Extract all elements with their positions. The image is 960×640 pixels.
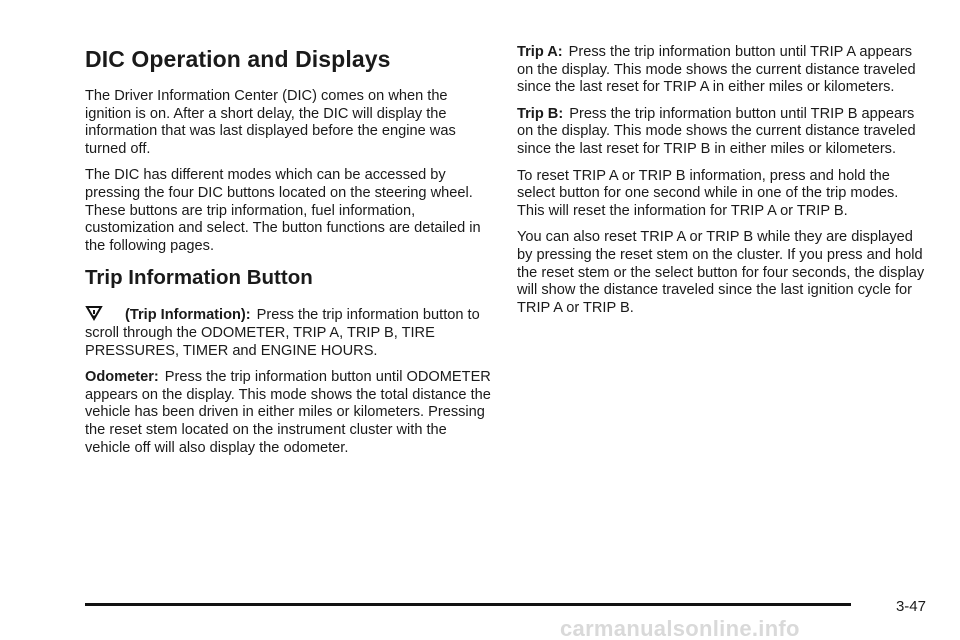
trip-info-paragraph — [85, 304, 495, 360]
trip-information-icon — [85, 304, 119, 321]
page-number: 3-47 — [895, 598, 926, 615]
watermark: carmanualsonline.info — [560, 618, 800, 640]
subsection-title: Trip Information Button — [85, 266, 313, 290]
trip-a-text: Press the trip information button until TRIP A appears on the display. This mode shows the current distance traveled since the last reset for TRIP A in either miles or kilometers. — [517, 44, 916, 96]
section-title: DIC Operation and Displays — [85, 46, 391, 72]
trip-info-text: Press the trip information button to scroll through the ODOMETER, TRIP A, TRIP B, TIRE PRESSURES, TIMER and ENGINE HOURS. — [85, 307, 480, 359]
reset-stem-paragraph: You can also reset TRIP A or TRIP B while they are displayed by pressing the reset stem on the cluster. If you press and hold the reset stem or the select button for four seconds, the display will show the distance traveled since the last ignition cycle for TRIP A or TRIP B. — [517, 229, 925, 316]
odometer-text: Press the trip information button until ODOMETER appears on the display. This mode shows the total distance the vehicle has been driven in either miles or kilometers. Pressing the reset stem located on the instrument cluster with the vehicle off will also display the odometer. — [85, 369, 491, 456]
trip-b-paragraph — [517, 106, 927, 159]
trip-b-text: Press the trip information button until TRIP B appears on the display. This mode shows the current distance traveled since the last reset for TRIP B in either miles or kilometers. — [517, 105, 916, 157]
odometer-paragraph — [85, 369, 495, 457]
trip-info-term: (Trip Information): — [125, 307, 251, 324]
right-column — [517, 44, 927, 326]
modes-paragraph: The DIC has different modes which can be accessed by pressing the four DIC buttons located on the steering wheel. These buttons are trip information, fuel information, customization and select. The button functions are detailed in the following pages. — [85, 167, 481, 254]
left-column — [85, 42, 495, 466]
odometer-term: Odometer: — [85, 369, 159, 386]
footer-rule — [85, 603, 851, 606]
reset-paragraph: To reset TRIP A or TRIP B information, press and hold the select button for one second while in one of the trip modes. This will reset the information for TRIP A or TRIP B. — [517, 167, 899, 219]
trip-a-term: Trip A: — [517, 44, 563, 60]
trip-b-term: Trip B: — [517, 105, 564, 122]
trip-a-paragraph — [517, 44, 927, 97]
intro-paragraph: The Driver Information Center (DIC) comes on when the ignition is on. After a short delay, the DIC will display the information that was last displayed before the engine was turned off. — [85, 88, 456, 157]
